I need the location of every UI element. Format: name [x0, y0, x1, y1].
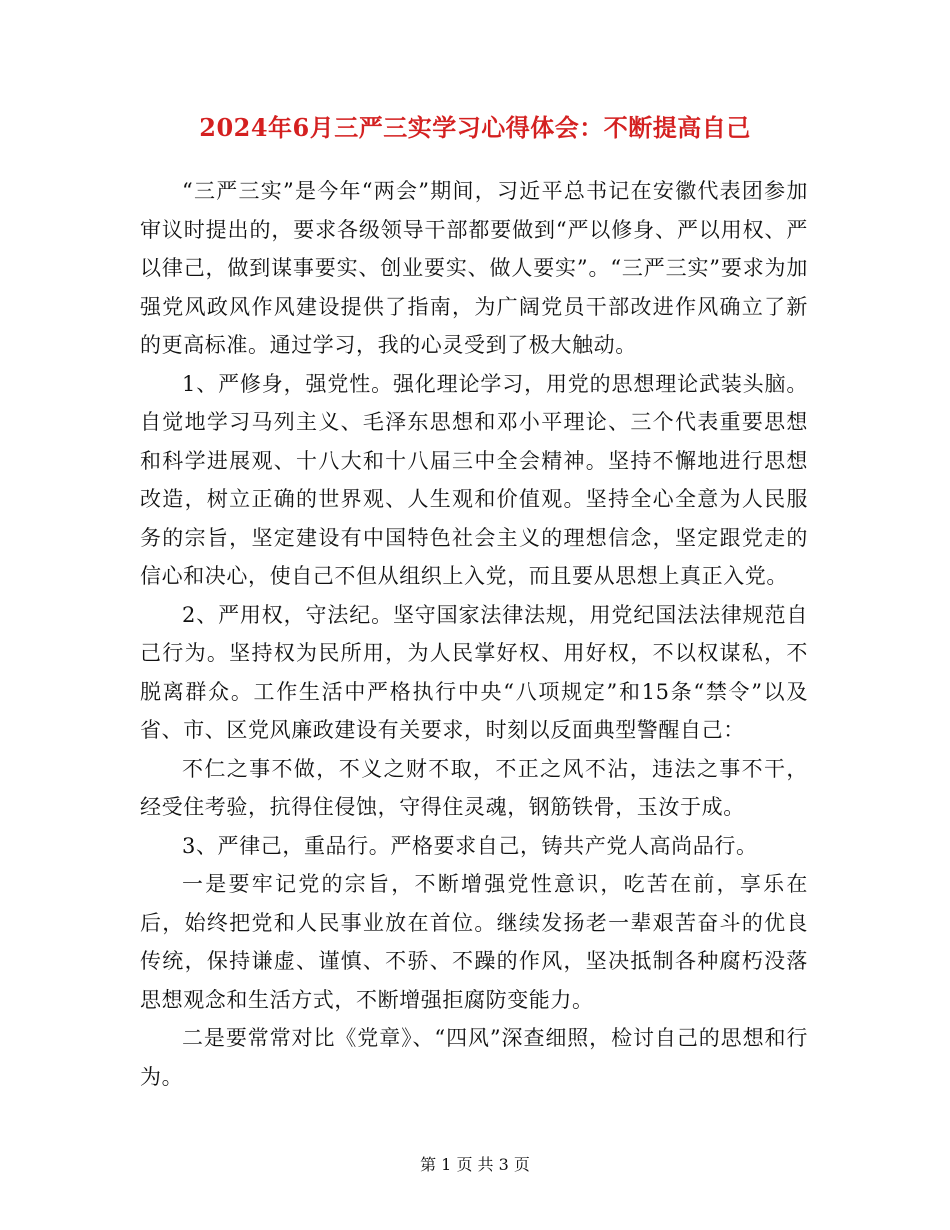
paragraph-point-3-first: 一是要牢记党的宗旨，不断增强党性意识，吃苦在前，享乐在后，始终把党和人民事业放在首位。继续发扬老一辈艰苦奋斗的优良传统，保持谦虚、谨慎、不骄、不躁的作风，坚决抵制各种腐朽没落思想观念和生活方式，不断增强拒腐防变能力。: [140, 872, 808, 1012]
paragraph-point-2-continued: 不仁之事不做，不义之财不取，不正之风不沾，违法之事不干，经受住考验，抗得住侵蚀，守得住灵魂，钢筋铁骨，玉汝于成。: [140, 756, 808, 819]
paragraph-point-2: 2、严用权，守法纪。坚守国家法律法规，用党纪国法法律规范自己行为。坚持权为民所用，为人民掌好权、用好权，不以权谋私，不脱离群众。工作生活中严格执行中央“八项规定”和15条“禁令”以及省、市、区党风廉政建设有关要求，时刻以反面典型警醒自己：: [140, 602, 808, 742]
document-body: [140, 172, 808, 1096]
paragraph-point-1: 1、严修身，强党性。强化理论学习，用党的思想理论武装头脑。自觉地学习马列主义、毛泽东思想和邓小平理论、三个代表重要思想和科学进展观、十八大和十八届三中全会精神。坚持不懈地进行思想改造，树立正确的世界观、人生观和价值观。坚持全心全意为人民服务的宗旨，坚定建设有中国特色社会主义的理想信念，坚定跟党走的信心和决心，使自己不但从组织上入党，而且要从思想上真正入党。: [140, 371, 808, 588]
paragraph-point-3: 3、严律己，重品行。严格要求自己，铸共产党人高尚品行。: [182, 833, 758, 858]
paragraph-point-3-second: 二是要常常对比《党章》、“四风”深查细照，检讨自己的思想和行为。: [140, 1026, 808, 1089]
document-title: 2024年6月三严三实学习心得体会：不断提高自己: [199, 113, 751, 142]
page-number-footer: 第 1 页 共 3 页: [420, 1155, 530, 1174]
paragraph-intro: “三严三实”是今年“两会”期间，习近平总书记在安徽代表团参加审议时提出的，要求各级领导干部都要做到“严以修身、严以用权、严以律己，做到谋事要实、创业要实、做人要实”。“三严三实”要求为加强党风政风作风建设提供了指南，为广阔党员干部改进作风确立了新的更高标准。通过学习，我的心灵受到了极大触动。: [140, 179, 808, 357]
